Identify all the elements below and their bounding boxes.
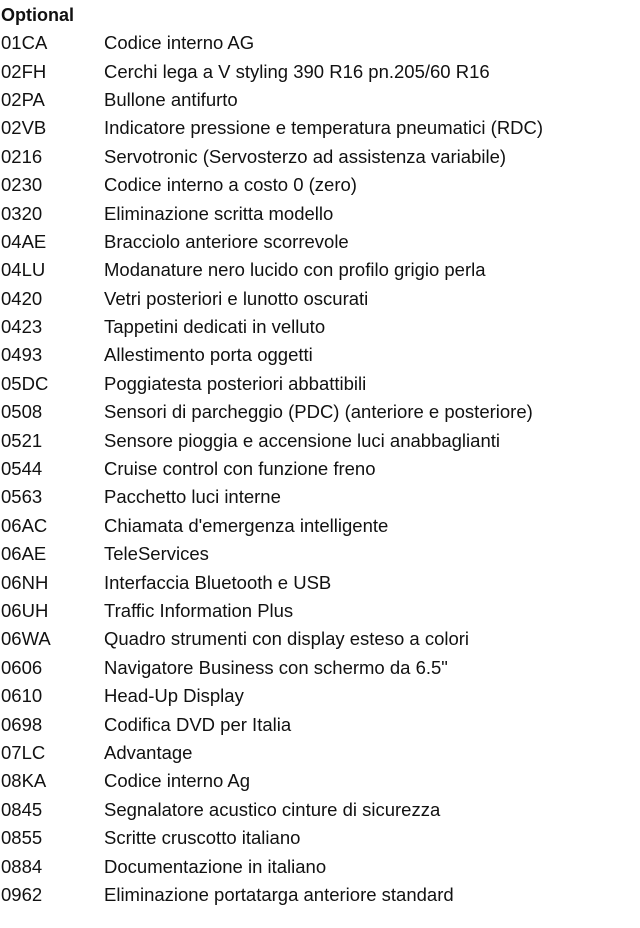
list-item	[0, 228, 543, 256]
list-item	[0, 114, 543, 142]
list-item	[0, 512, 543, 540]
option-description: Cruise control con funzione freno	[104, 458, 376, 480]
option-code: 0493	[1, 344, 43, 366]
option-code: 0884	[1, 855, 43, 877]
list-item	[0, 313, 543, 341]
option-description: Sensore pioggia e accensione luci anabbaglianti	[104, 429, 500, 451]
list-item	[0, 398, 543, 426]
list-item	[0, 824, 543, 852]
option-description: Traffic Information Plus	[104, 600, 294, 621]
list-item	[0, 57, 543, 85]
list-item	[0, 483, 543, 511]
option-code: 0855	[1, 827, 43, 849]
option-code: 04AE	[1, 230, 47, 252]
option-code: 0698	[1, 713, 43, 735]
option-code: 08KA	[1, 770, 47, 792]
list-item	[0, 285, 543, 313]
option-code: 0320	[1, 202, 43, 224]
option-description: Codifica DVD per Italia	[104, 713, 292, 735]
list-item	[0, 199, 543, 227]
option-description: Codice interno a costo 0 (zero)	[104, 174, 357, 196]
list-item	[0, 597, 543, 625]
option-code: 06WA	[1, 628, 51, 650]
option-code: 0521	[1, 429, 43, 451]
list-item	[0, 370, 543, 398]
option-code: 0962	[1, 883, 43, 905]
option-description: Bullone antifurto	[104, 88, 238, 110]
list-item	[0, 682, 543, 710]
option-code: 0216	[1, 145, 43, 167]
option-code: 06UH	[1, 600, 49, 621]
option-description: Quadro strumenti con display esteso a colori	[104, 628, 470, 650]
option-description: Interfaccia Bluetooth e USB	[104, 571, 332, 593]
option-description: TeleServices	[104, 543, 209, 565]
page-title: Optional	[1, 5, 74, 25]
list-item	[0, 881, 543, 909]
list-item	[0, 143, 543, 171]
option-code: 0610	[1, 685, 43, 707]
option-code: 0544	[1, 458, 43, 480]
option-code: 02PA	[1, 88, 45, 110]
option-description: Eliminazione scritta modello	[104, 202, 334, 224]
option-description: Vetri posteriori e lunotto oscurati	[104, 287, 369, 309]
list-item	[0, 739, 543, 767]
list-item	[0, 455, 543, 483]
option-description: Sensori di parcheggio (PDC) (anteriore e posteriore)	[104, 401, 533, 423]
option-code: 0420	[1, 287, 43, 309]
list-item	[0, 796, 543, 824]
option-description: Modanature nero lucido con profilo grigio perla	[104, 259, 486, 281]
option-code: 0606	[1, 656, 43, 678]
option-description: Poggiatesta posteriori abbattibili	[104, 372, 367, 394]
option-description: Head-Up Display	[104, 685, 244, 707]
option-description: Eliminazione portatarga anteriore standard	[104, 883, 454, 905]
option-description: Scritte cruscotto italiano	[104, 827, 301, 849]
option-code: 01CA	[1, 32, 48, 54]
option-description: Chiamata d'emergenza intelligente	[104, 514, 389, 536]
option-code: 04LU	[1, 259, 46, 281]
option-description: Tappetini dedicati in velluto	[104, 316, 326, 338]
option-description: Pacchetto luci interne	[104, 486, 281, 508]
option-description: Navigatore Business con schermo da 6.5"	[104, 656, 448, 678]
option-description: Indicatore pressione e temperatura pneumatici (RDC)	[104, 117, 544, 139]
option-code: 0508	[1, 401, 43, 423]
option-code: 0230	[1, 174, 43, 196]
list-item	[0, 426, 543, 454]
option-code: 02VB	[1, 117, 47, 139]
list-item	[0, 29, 543, 57]
option-code: 06AE	[1, 543, 47, 565]
option-description: Documentazione in italiano	[104, 855, 327, 877]
option-code: 0563	[1, 486, 43, 508]
list-item	[0, 654, 543, 682]
option-code: 06NH	[1, 571, 49, 593]
option-description: Servotronic (Servosterzo ad assistenza variabile)	[104, 145, 507, 167]
option-code: 06AC	[1, 514, 48, 536]
option-description: Allestimento porta oggetti	[104, 344, 313, 366]
list-item	[0, 852, 543, 880]
option-code: 05DC	[1, 372, 49, 394]
list-item	[0, 540, 543, 568]
options-list	[0, 29, 543, 909]
list-item	[0, 256, 543, 284]
option-code: 07LC	[1, 741, 46, 763]
option-description: Bracciolo anteriore scorrevole	[104, 230, 349, 252]
list-item	[0, 767, 543, 795]
option-code: 0845	[1, 798, 43, 820]
option-description: Codice interno Ag	[104, 770, 251, 792]
list-item	[0, 171, 543, 199]
option-description: Advantage	[104, 741, 193, 763]
option-description: Codice interno AG	[104, 32, 255, 54]
option-code: 02FH	[1, 60, 47, 82]
list-item	[0, 86, 543, 114]
option-code: 0423	[1, 316, 43, 338]
list-item	[0, 568, 543, 596]
list-item	[0, 625, 543, 653]
list-item	[0, 341, 543, 369]
option-description: Cerchi lega a V styling 390 R16 pn.205/60 R16	[104, 60, 490, 82]
list-item	[0, 710, 543, 738]
option-description: Segnalatore acustico cinture di sicurezza	[104, 798, 441, 820]
